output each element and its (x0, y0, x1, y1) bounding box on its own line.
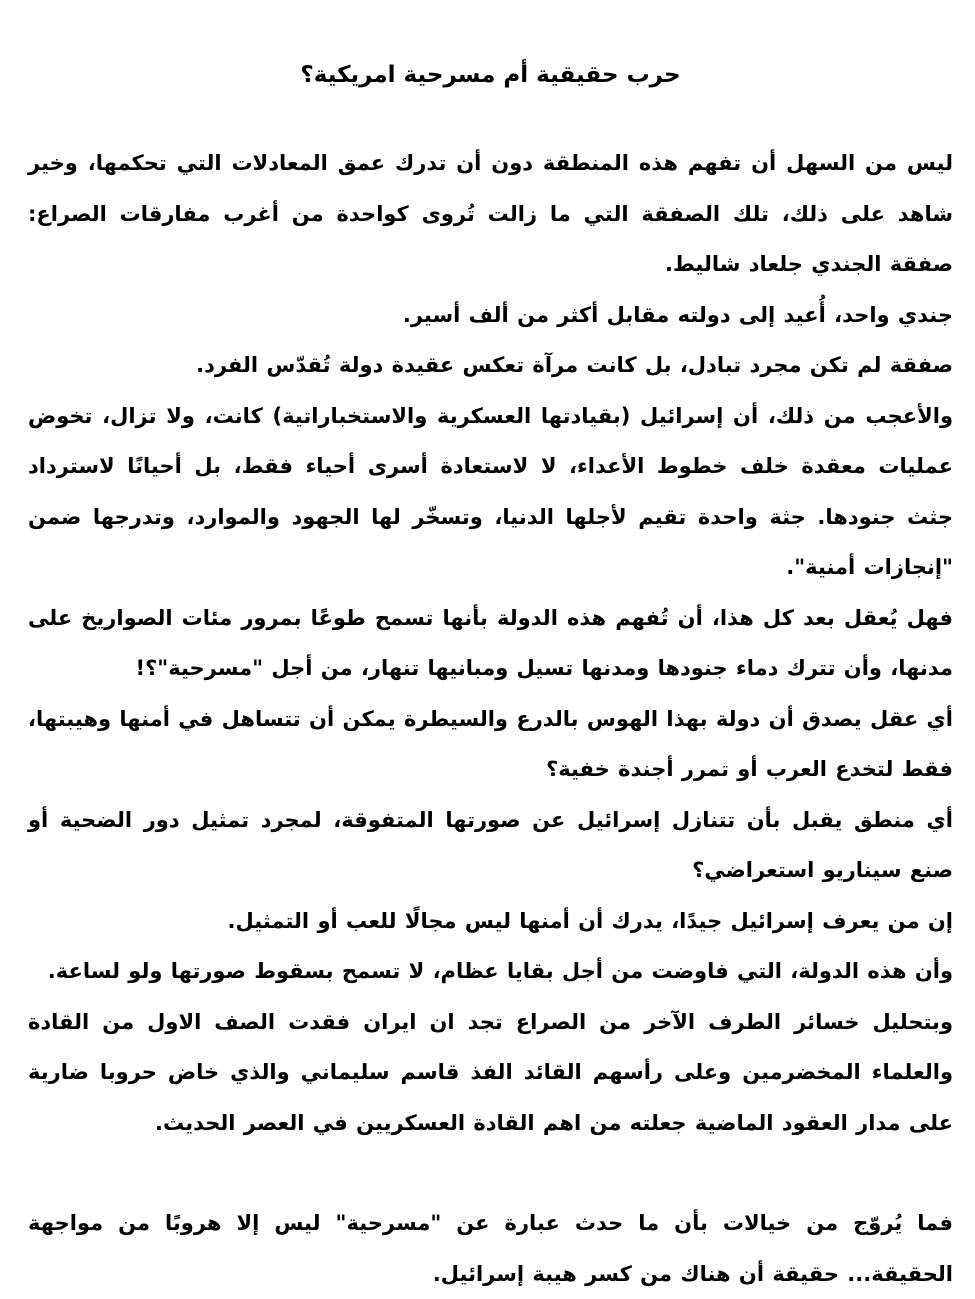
closing-paragraph: فما يُروّج من خيالات بأن ما حدث عبارة عن "مسرحية" ليس إلا هروبًا من مواجهة الحقيقة... حقيقة أن هناك من كسر هيبة إسرائيل. (28, 1211, 953, 1286)
paragraph: فهل يُعقل بعد كل هذا، أن تُفهم هذه الدولة بأنها تسمح طوعًا بمرور مئات الصواريخ على مدنها، وأن تترك دماء جنودها ومدنها تسيل ومبانيها تنهار، من أجل "مسرحية"؟! (28, 605, 953, 680)
paragraph: أي منطق يقبل بأن تتنازل إسرائيل عن صورتها المتفوقة، لمجرد تمثيل دور الضحية أو صنع سيناريو استعراضي؟ (28, 807, 953, 882)
paragraph: ليس من السهل أن تفهم هذه المنطقة دون أن تدرك عمق المعادلات التي تحكمها، وخير شاهد على ذلك، تلك الصفقة التي ما زالت تُروى كواحدة من أغرب مفارقات الصراع: صفقة الجندي جلعاد شاليط. (28, 151, 953, 276)
paragraph: إن من يعرف إسرائيل جيدًا، يدرك أن أمنها ليس مجالًا للعب أو التمثيل. (227, 908, 953, 933)
paragraph-spacer (28, 1148, 953, 1198)
document-body (28, 138, 953, 1148)
paragraph: وبتحليل خسائر الطرف الآخر من الصراع تجد ان ايران فقدت الصف الاول من القادة والعلماء المخضرمين وعلى رأسهم القائد الفذ قاسم سليماني والذي خاض حروبا ضارية على مدار العقود الماضية جعلته من اهم القادة العسكريين في العصر الحديث. (28, 1009, 953, 1135)
document-title: حرب حقيقية أم مسرحية امريكية؟ (300, 62, 681, 88)
paragraph: جندي واحد، أُعيد إلى دولته مقابل أكثر من ألف أسير. (402, 302, 953, 327)
paragraph: صفقة لم تكن مجرد تبادل، بل كانت مرآة تعكس عقيدة دولة تُقدّس الفرد. (196, 353, 953, 377)
paragraph: والأعجب من ذلك، أن إسرائيل (بقيادتها العسكرية والاستخباراتية) كانت، ولا تزال، تخوض عمليات معقدة خلف خطوط الأعداء، لا لاستعادة أسرى أحياء فقط، بل أحيانًا لاسترداد جثث جنودها. جثة واحدة تقيم لأجلها الدنيا، وتسخّر لها الجهود والموارد، وتدرجها ضمن "إنجازات أمنية". (28, 403, 953, 579)
closing-section (28, 1198, 953, 1299)
paragraph: وأن هذه الدولة، التي فاوضت من أجل بقايا عظام، لا تسمح بسقوط صورتها ولو لساعة. (47, 959, 953, 983)
paragraph: أي عقل يصدق أن دولة بهذا الهوس بالدرع والسيطرة يمكن أن تتساهل في أمنها وهيبتها، فقط لتخدع العرب أو تمرر أجندة خفية؟ (28, 706, 953, 781)
